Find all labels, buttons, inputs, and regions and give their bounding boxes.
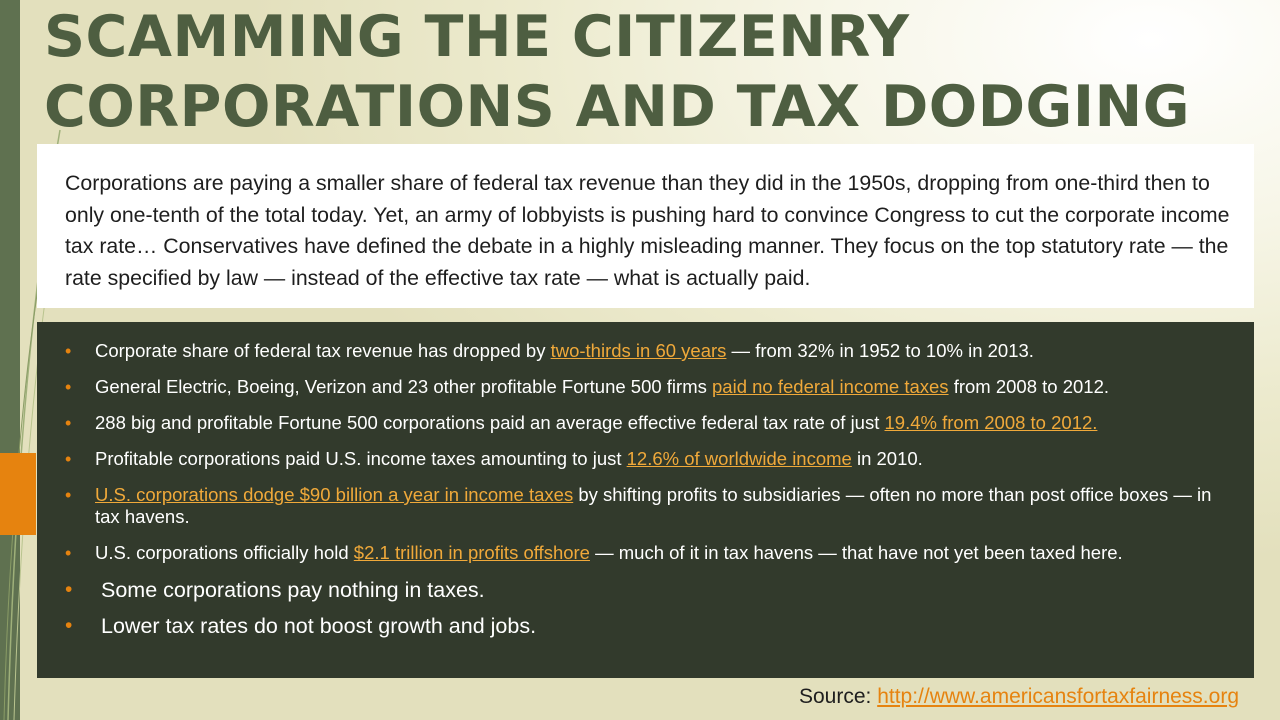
- fact-text: Corporate share of federal tax revenue has dropped by: [95, 340, 551, 361]
- summary-text: Some corporations pay nothing in taxes.: [101, 578, 485, 602]
- facts-panel: [37, 322, 1254, 678]
- slide-title: [44, 2, 1190, 142]
- fact-link[interactable]: U.S. corporations dodge $90 billion a year in income taxes: [95, 484, 574, 505]
- fact-link[interactable]: 12.6% of worldwide income: [626, 448, 852, 469]
- bullet-dot-icon: •: [65, 413, 72, 433]
- bullet-dot-icon: •: [65, 341, 72, 361]
- bullet-dot-icon: •: [65, 377, 72, 397]
- fact-item: [65, 448, 1234, 470]
- summary-item: [65, 613, 1234, 639]
- intro-quote-box: [37, 144, 1254, 308]
- fact-text: by shifting profits to subsidiaries — often no more than post office boxes — in tax havens.: [95, 484, 1212, 527]
- title-line-2: CORPORATIONS AND TAX DODGING: [44, 74, 1191, 140]
- fact-item: [65, 412, 1234, 434]
- fact-text: General Electric, Boeing, Verizon and 23 other profitable Fortune 500 firms: [95, 376, 713, 397]
- fact-text: in 2010.: [851, 448, 923, 469]
- source-citation: [799, 684, 1239, 710]
- fact-item: [65, 542, 1234, 564]
- source-label: Source:: [798, 685, 878, 708]
- bullet-dot-icon: •: [65, 485, 72, 505]
- fact-text: Profitable corporations paid U.S. income taxes amounting to just: [95, 448, 627, 469]
- orange-side-marker: [0, 453, 36, 535]
- title-line-1: SCAMMING THE CITIZENRY: [44, 4, 910, 70]
- fact-link[interactable]: two-thirds in 60 years: [550, 340, 727, 361]
- facts-list: [65, 340, 1234, 639]
- intro-paragraph: Corporations are paying a smaller share of federal tax revenue than they did in the 1950s, dropping from one-third then to only one-tenth of the total today. Yet, an army of lobbyists is pushing hard to convince Congress to cut the corporate income tax rate… Conservatives have defined the debate in a highly misleading manner. They focus on the top statutory rate — the rate specified by law — instead of the effective tax rate — what is actually paid.: [65, 171, 1230, 290]
- bullet-dot-icon: •: [65, 449, 72, 469]
- fact-item: [65, 340, 1234, 362]
- summary-text: Lower tax rates do not boost growth and jobs.: [101, 614, 537, 638]
- fact-link[interactable]: 19.4% from 2008 to 2012.: [884, 412, 1098, 433]
- fact-text: U.S. corporations officially hold: [95, 542, 354, 563]
- fact-text: — much of it in tax havens — that have not yet been taxed here.: [589, 542, 1123, 563]
- fact-link[interactable]: paid no federal income taxes: [712, 376, 949, 397]
- bullet-dot-icon: •: [65, 578, 73, 601]
- bullet-dot-icon: •: [65, 614, 73, 637]
- fact-item: [65, 484, 1234, 528]
- summary-item: [65, 577, 1234, 603]
- source-link[interactable]: http://www.americansfortaxfairness.org: [877, 685, 1239, 708]
- fact-text: from 2008 to 2012.: [948, 376, 1110, 397]
- fact-text: — from 32% in 1952 to 10% in 2013.: [726, 340, 1034, 361]
- fact-item: [65, 376, 1234, 398]
- bullet-dot-icon: •: [65, 543, 72, 563]
- fact-text: 288 big and profitable Fortune 500 corporations paid an average effective federal tax rate of just: [95, 412, 885, 433]
- fact-link[interactable]: $2.1 trillion in profits offshore: [353, 542, 590, 563]
